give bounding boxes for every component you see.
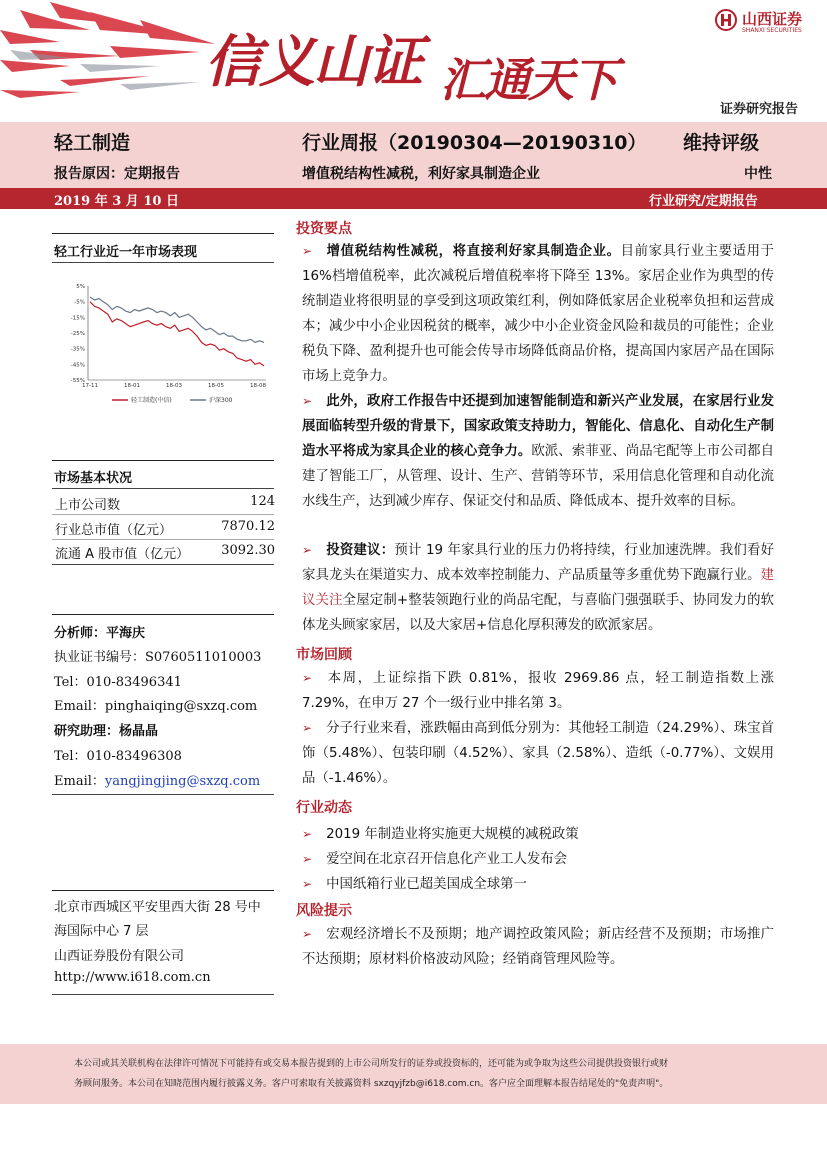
news-item xyxy=(302,873,527,892)
invest-point-3-highlight: 建议关注 xyxy=(302,568,774,608)
analyst-name: 分析师：平海庆 xyxy=(54,626,146,641)
news-item xyxy=(302,823,579,842)
address-line1: 北京市西城区平安里西大街 28 号中 xyxy=(54,900,261,915)
assistant-name: 研究助理：杨晶晶 xyxy=(54,724,159,739)
invest-point-3-lead: 投资建议： xyxy=(326,543,395,558)
invest-point-2 xyxy=(302,389,774,514)
market-row-value: 124 xyxy=(250,494,275,509)
section-news-title: 行业动态 xyxy=(296,800,352,816)
divider xyxy=(52,262,274,263)
legend-label: 轻工制造(中信) xyxy=(131,397,172,404)
market-review-2-text: 分子行业来看，涨跌幅由高到低分别为：其他轻工制造（24.29%）、珠宝首饰（5.48%）、包装印刷（4.52%）、家具（2.58%）、造纸（-0.77%）、文娱用品（-1.46%）。 xyxy=(302,721,774,786)
x-tick-label: 18-05 xyxy=(208,383,224,389)
market-review-2 xyxy=(302,716,774,791)
y-tick-label: -35% xyxy=(70,346,85,353)
invest-point-3 xyxy=(302,538,774,638)
bullet-icon: ➢ xyxy=(302,827,313,841)
divider xyxy=(52,488,274,489)
risk-text xyxy=(302,922,774,972)
news-item-text: 爱空间在北京召开信息化产业工人发布会 xyxy=(326,852,568,867)
company-name: 山西证券 xyxy=(742,10,803,28)
divider xyxy=(52,564,274,565)
assistant-email-link[interactable]: yangjingjing@sxzq.com xyxy=(104,774,261,789)
disclaimer-line1: 本公司或其关联机构在法律许可情况下可能持有或交易本报告提到的上市公司所发行的证券或投资标的，还可能为或争取为这些公司提供投资银行或财 xyxy=(74,1059,669,1069)
y-tick-label: -15% xyxy=(70,315,85,322)
invest-point-3-body2: 全屋定制+整装领跑行业的尚品宅配，与喜临门强强联手、协同发力的软体龙头顾家家居，以及大家居+信息化厚积薄发的欧派家居。 xyxy=(302,593,775,633)
y-tick-label: 5% xyxy=(76,284,85,290)
section-invest-title: 投资要点 xyxy=(296,221,352,237)
bullet-icon: ➢ xyxy=(302,394,313,408)
section-risk-title: 风险提示 xyxy=(296,903,352,919)
section-market-title: 市场回顾 xyxy=(296,647,352,663)
analyst-email-row xyxy=(54,695,257,714)
disclaimer-line2: 务顾问服务。本公司在知晓范围内履行披露义务。客户可索取有关披露资料 sxzqyjfzb@i618.com.cn。客户应全面理解本报告结尾处的"免责声明"。 xyxy=(74,1079,669,1089)
bullet-icon: ➢ xyxy=(302,671,313,685)
analyst-cert: 执业证书编号：S0760511010003 xyxy=(54,650,262,665)
x-tick-label: 17-11 xyxy=(82,383,98,389)
invest-point-2-lead: 此外，政府工作报告中还提到加速智能制造和新兴产业发展，在家居行业发展面临转型升级的背景下，国家政策支持助力，智能化、信息化、自动化生产制造水平将成为家具企业的核心竞争力。 xyxy=(302,394,774,459)
x-tick-label: 18-08 xyxy=(250,383,266,389)
market-performance-chart xyxy=(60,280,272,410)
analyst-email[interactable]: pinghaiqing@sxzq.com xyxy=(104,699,258,714)
market-review-1-text: 本周，上证综指下跌 0.81%，报收 2969.86 点，轻工制造指数上涨 7.29%，在申万 27 个一级行业中排名第 3。 xyxy=(302,671,774,711)
report-subtitle: 增值税结构性减税，利好家具制造企业 xyxy=(302,166,540,182)
report-series: 行业研究/定期报告 xyxy=(649,194,758,209)
market-row-label: 上市公司数 xyxy=(55,498,121,513)
row-divider xyxy=(52,539,274,540)
report-date: 2019 年 3 月 10 日 xyxy=(54,194,179,209)
email-label: Email： xyxy=(54,699,105,714)
slogan-part1: 信义山证 xyxy=(205,30,421,95)
x-tick-label: 18-01 xyxy=(124,383,140,389)
divider xyxy=(52,994,274,995)
bullet-icon: ➢ xyxy=(302,721,313,735)
y-tick-label: -55% xyxy=(70,378,85,384)
invest-point-1-lead: 增值税结构性减税，将直接利好家具制造企业。 xyxy=(326,244,621,259)
market-row-label: 流通 A 股市值（亿元） xyxy=(55,547,190,562)
invest-point-2-body: 欧派、索菲亚、尚品宅配等上市公司都自建了智能工厂，从管理、设计、生产、营销等环节，采用信息化管理和自动化流水线生产，达到减少库存、保证交付和品质、降低成本、提升效率的目标。 xyxy=(302,444,775,509)
market-review-1 xyxy=(302,666,774,716)
invest-point-1 xyxy=(302,239,774,389)
banner-decoration xyxy=(0,0,240,122)
bullet-icon: ➢ xyxy=(302,244,313,258)
analyst-tel: Tel：010-83496341 xyxy=(54,675,182,690)
market-row-value: 3092.30 xyxy=(221,543,275,558)
row-divider xyxy=(52,514,274,515)
rating-value: 中性 xyxy=(744,166,772,182)
report-title: 行业周报（20190304—20190310） xyxy=(302,132,647,154)
y-tick-label: -25% xyxy=(70,331,85,337)
divider xyxy=(52,460,274,461)
company-logo-icon xyxy=(714,8,738,32)
assistant-tel: Tel：010-83496308 xyxy=(54,749,182,764)
legend-label: 沪深300 xyxy=(209,397,233,404)
invest-point-3-body: 预计 19 年家具行业的压力仍将持续，行业加速洗牌。我们看好家具龙头在渠道实力、成本效率控制能力、产品质量等多重优势下跑赢行业。 xyxy=(302,543,774,583)
industry-name: 轻工制造 xyxy=(54,132,131,154)
divider xyxy=(52,890,274,891)
chart-title: 轻工行业近一年市场表现 xyxy=(54,245,198,260)
news-item-text: 中国纸箱行业已超美国成全球第一 xyxy=(326,877,527,892)
website-link[interactable]: http://www.i618.com.cn xyxy=(54,970,211,985)
y-tick-label: -5% xyxy=(74,299,85,306)
market-row-value: 7870.12 xyxy=(221,519,275,534)
divider xyxy=(52,233,274,234)
invest-point-1-body: 目前家具行业主要适用于 16%档增值税率，此次减税后增值税率将下降至 13%。家居企业作为典型的传统制造业将很明显的享受到这项政策红利，例如降低家居企业税率负担和运营成本；减少中小企业因税贫的概率，减少中小企业资金风险和裁员的可能性；企业税负下降、盈利提升也可能会传导市场降低商品价格，提高国内家居产品在国际市场上竞争力。 xyxy=(302,244,775,384)
company-name-en: SHANXI SECURITIES xyxy=(742,27,802,34)
market-status-title: 市场基本状况 xyxy=(54,471,133,486)
assistant-email-row xyxy=(54,770,260,789)
address-line2: 海国际中心 7 层 xyxy=(54,924,149,939)
slogan-part2: 汇通天下 xyxy=(440,53,616,107)
report-type-tag: 证券研究报告 xyxy=(720,102,799,117)
news-item xyxy=(302,848,567,867)
bullet-icon: ➢ xyxy=(302,927,313,941)
bullet-icon: ➢ xyxy=(302,877,313,891)
bullet-icon: ➢ xyxy=(302,543,313,557)
series-line xyxy=(90,302,264,366)
report-reason: 报告原因：定期报告 xyxy=(54,166,180,182)
email-label: Email： xyxy=(54,774,105,789)
news-item-text: 2019 年制造业将实施更大规模的减税政策 xyxy=(326,827,579,842)
x-tick-label: 18-03 xyxy=(166,383,182,389)
divider xyxy=(52,794,274,795)
risk-text-body: 宏观经济增长不及预期；地产调控政策风险；新店经营不及预期；市场推广不达预期；原材料价格波动风险；经销商管理风险等。 xyxy=(302,927,774,967)
rating-label: 维持评级 xyxy=(683,132,760,154)
company-full-name: 山西证券股份有限公司 xyxy=(54,949,185,964)
divider xyxy=(52,614,274,615)
bullet-icon: ➢ xyxy=(302,852,313,866)
market-row-label: 行业总市值（亿元） xyxy=(55,523,173,538)
header-banner xyxy=(0,0,827,122)
y-tick-label: -45% xyxy=(70,362,85,369)
